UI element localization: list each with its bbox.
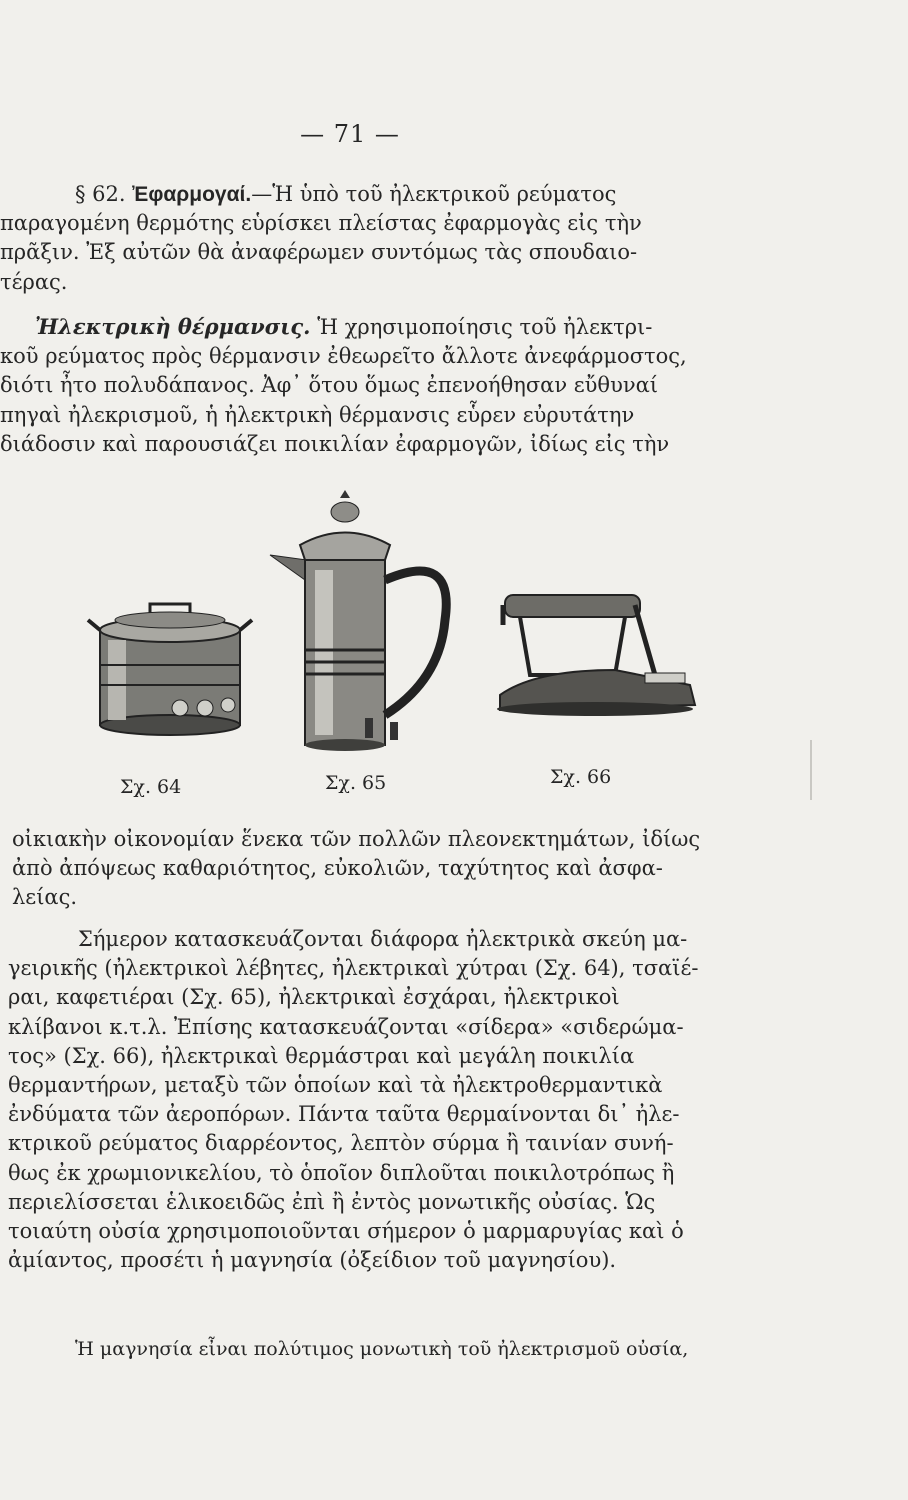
text-line: διάδοσιν καὶ παρουσιάζει ποικιλίαν ἐφαρμογῶν, ἰδίως εἰς τὴν: [0, 431, 670, 456]
figure-66-caption: Σχ. 66: [550, 766, 612, 788]
section-heading-line: [0, 180, 725, 209]
text-line: θως ἐκ χρωμιονικελίου, τὸ ὁποῖον διπλοῦται ποικιλοτρόπως ἢ: [8, 1160, 675, 1185]
text-line: κοῦ ρεύματος πρὸς θέρμανσιν ἐθεωρεῖτο ἄλλοτε ἀνεφάρμοστος,: [0, 344, 687, 369]
page-number: — 71 —: [300, 120, 400, 148]
section-paragraph: [0, 180, 725, 297]
figure-65-caption: Σχ. 65: [325, 772, 387, 794]
heating-first-line: [0, 312, 725, 342]
section-number: § 62.: [75, 182, 126, 206]
heating-title: Ἠλεκτρικὴ θέρμανσις.: [35, 314, 311, 339]
text-line: περιελίσσεται ἑλικοειδῶς ἐπὶ ἢ ἐντὸς μονωτικῆς οὐσίας. Ὡς: [8, 1189, 656, 1214]
heating-first-text: Ἡ χρησιμοποίησις τοῦ ἠλεκτρι-: [317, 315, 653, 339]
text-line: οἰκιακὴν οἰκονομίαν ἕνεκα τῶν πολλῶν πλεονεκτημάτων, ἰδίως: [12, 827, 701, 851]
text-line: κτρικοῦ ρεύματος διαρρέοντος, λεπτὸν σύρμα ἢ ταινίαν συνή-: [8, 1131, 674, 1156]
figure-64-caption: Σχ. 64: [120, 776, 182, 798]
after-figures-paragraph: [12, 825, 734, 913]
text-line: τοιαύτη οὐσία χρησιμοποιοῦνται σήμερον ὁ μαρμαρυγίας καὶ ὁ: [8, 1219, 684, 1244]
text-line: ἐνδύματα τῶν ἀεροπόρων. Πάντα ταῦτα θερμαίνονται δι᾽ ἠλε-: [8, 1102, 680, 1127]
section-title: Ἐφαρμογαί.: [132, 183, 252, 206]
text-line: διότι ἦτο πολυδάπανος. Ἀφ᾽ ὅτου ὅμως ἐπενοήθησαν εὔθυναί: [0, 373, 659, 398]
text-line: Σήμερον κατασκευάζονται διάφορα ἠλεκτρικὰ σκεύη μα-: [78, 927, 688, 951]
closing-line: [75, 1335, 725, 1364]
text-line: κλίβανοι κ.τ.λ. Ἐπίσης κατασκευάζονται «σίδερα» «σιδερώμα-: [8, 1014, 684, 1039]
text-line: τέρας.: [0, 269, 68, 294]
text-line: τος» (Σχ. 66), ἠλεκτρικαὶ θερμάστραι καὶ μεγάλη ποικιλία: [8, 1043, 635, 1068]
text-line: ἀμίαντος, προσέτι ἡ μαγνησία (ὀξείδιον τοῦ μαγνησίου).: [8, 1248, 617, 1273]
text-line: πηγαὶ ἠλεκρισμοῦ, ἡ ἠλεκτρικὴ θέρμανσις εὗρεν εὐρυτάτην: [0, 402, 635, 427]
electric-pot-illustration: [80, 590, 260, 740]
heating-paragraph: [0, 312, 725, 459]
figures-row: [60, 480, 740, 800]
text-line: πρᾶξιν. Ἐξ αὐτῶν θὰ ἀναφέρωμεν συντόμως τὰς σπουδαιο-: [0, 240, 638, 265]
electric-iron-illustration: [495, 585, 705, 735]
margin-mark: [810, 740, 812, 800]
text-line: γειρικῆς (ἠλεκτρικοὶ λέβητες, ἠλεκτρικαὶ χύτραι (Σχ. 64), τσαϊέ-: [8, 956, 699, 981]
text-line: θερμαντήρων, μεταξὺ τῶν ὁποίων καὶ τὰ ἠλεκτροθερμαντικὰ: [8, 1073, 663, 1098]
appliances-paragraph: [8, 925, 734, 1275]
text-line: ἀπὸ ἀπόψεως καθαριότητος, εὐκολιῶν, ταχύτητος καὶ ἀσφα-: [12, 856, 663, 881]
text-line: παραγομένη θερμότης εὑρίσκει πλείστας ἐφαρμογὰς εἰς τὴν: [0, 211, 642, 236]
text-line: ραι, καφετιέραι (Σχ. 65), ἠλεκτρικαὶ ἐσχάραι, ἠλεκτρικοὶ: [8, 985, 620, 1010]
section-first-line: —Ἡ ὑπὸ τοῦ ἠλεκτρικοῦ ρεύματος: [251, 182, 617, 206]
text-line: Ἡ μαγνησία εἶναι πολύτιμος μονωτικὴ τοῦ ἠλεκτρισμοῦ οὐσία,: [75, 1338, 689, 1360]
text-line: λείας.: [12, 885, 78, 910]
coffee-pot-illustration: [265, 490, 465, 760]
